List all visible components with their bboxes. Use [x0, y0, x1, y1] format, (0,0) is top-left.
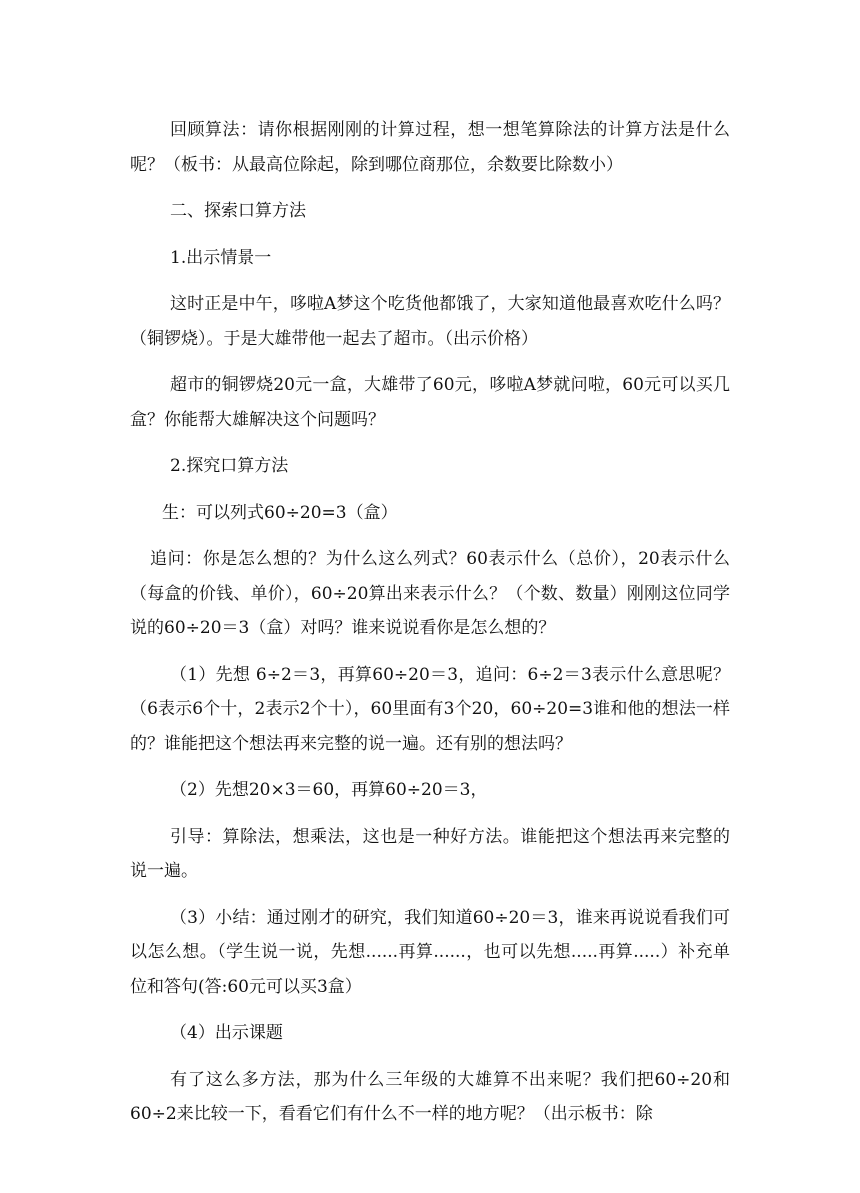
paragraph-review-algorithm: 回顾算法：请你根据刚刚的计算过程，想一想笔算除法的计算方法是什么呢？（板书：从最高位除起，除到哪位商那位，余数要比除数小） [130, 120, 730, 175]
paragraph-scene-1-a: 这时正是中午，哆啦A梦这个吃货他都饿了，大家知道他最喜欢吃什么吗？（铜锣烧）。于是大雄带他一起去了超市。（出示价格） [130, 294, 730, 349]
paragraph-method-3: （3）小结：通过刚才的研究，我们知道60÷20＝3，谁来再说说看我们可以怎么想。（学生说一说，先想......再算......，也可以先想.....再算.....）补充单位和答句(答:60元可以买3盒） [130, 907, 730, 997]
paragraph-follow-up: 追问：你是怎么想的？为什么这么列式？60表示什么（总价），20表示什么（每盒的价钱、单价），60÷20算出来表示什么？（个数、数量）刚刚这位同学说的60÷20＝3（盒）对吗？谁来说说看你是怎么想的？ [130, 549, 730, 638]
paragraph-guide: 引导：算除法，想乘法，这也是一种好方法。谁能把这个想法再来完整的说一遍。 [130, 826, 730, 881]
paragraph-method-1: （1）先想 6÷2＝3，再算60÷20＝3，追问：6÷2＝3表示什么意思呢？（6表示6个十，2表示2个十），60里面有3个20，60÷20=3谁和他的想法一样的？谁能把这个想法再来完整的说一遍。还有别的想法吗？ [130, 664, 730, 754]
paragraph-scene-1-b: 超市的铜锣烧20元一盒，大雄带了60元，哆啦A梦就问啦，60元可以买几盒？你能帮大雄解决这个问题吗？ [130, 375, 730, 430]
heading-scene-1: 1.出示情景一 [170, 247, 272, 268]
paragraph-closing: 有了这么多方法，那为什么三年级的大雄算不出来呢？我们把60÷20和60÷2来比较一下，看看它们有什么不一样的地方呢？（出示板书：除 [130, 1069, 730, 1124]
paragraph-method-4: （4）出示课题 [170, 1023, 283, 1043]
heading-section-2: 二、探索口算方法 [170, 201, 306, 221]
heading-explore: 2.探究口算方法 [170, 456, 289, 476]
paragraph-student-answer: 生：可以列式60÷20=3（盒） [162, 502, 398, 523]
paragraph-method-2: （2）先想20×3＝60，再算60÷20＝3， [170, 780, 488, 800]
document-body [130, 113, 730, 1132]
